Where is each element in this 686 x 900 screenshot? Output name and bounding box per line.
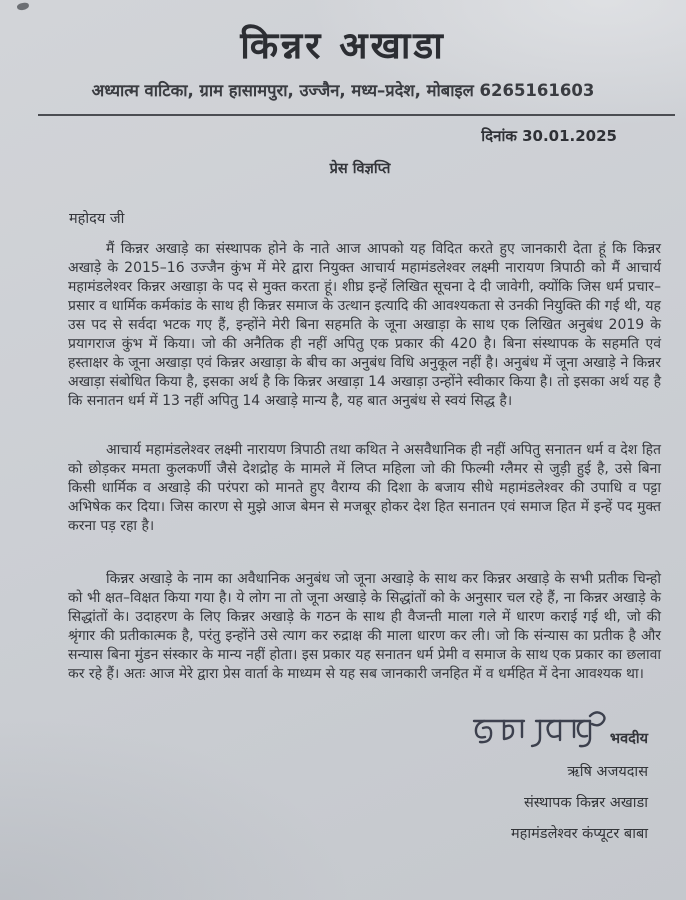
- signatory-role: संस्थापक किन्नर अखाडा: [523, 795, 648, 811]
- closing-valediction: भवदीय: [609, 731, 648, 747]
- handwritten-signature-icon: [470, 708, 626, 756]
- salutation: महोदय जी: [69, 211, 125, 227]
- signature-block: [0, 728, 686, 843]
- subject-line: प्रेस विज्ञप्ति: [329, 161, 391, 177]
- date-line: दिनांक 30.01.2025: [481, 127, 617, 145]
- closing-row: [0, 728, 648, 750]
- body-paragraph-2: आचार्य महामंडलेश्वर लक्ष्मी नारायण त्रिपाठी तथा कथित ने असवैधानिक ही नहीं अपितु सनातन धर्म व देश हित को छोड़कर ममता कुलकर्णी जैसे देशद्रोह के मामले में लिप्त महिला जो की फिल्मी ग्लैमर से जुड़ी हुई है, उसे बिना किसी धार्मिक व अखाड़े की परंपरा को मानते हुए वैराग्य की दिशा के बजाय सीधे महामंडलेश्वर की उपाधि व पट्टा अभिषेक कर दिया। जिस कारण से मुझे आज बेमन से मजबूर होकर देश हित सनातन एवं समाज हित में इन्हें पद मुक्त करना पड़ रहा है।: [68, 442, 661, 534]
- body-paragraph-3: किन्नर अखाड़े के नाम का अवैधानिक अनुबंध जो जूना अखाड़े के साथ कर किन्नर अखाड़े के सभी प्रतीक चिन्हो को भी क्षत–विक्षत किया गया है। ये लोग ना तो जूना अखाड़े के सिद्धांतों को के अनुसार चल रहे हैं, ना किन्नर अखाड़े के सिद्धांतों के। उदाहरण के लिए किन्नर अखाड़े के गठन के साथ ही वैजन्ती माला गले में धारण कराई गई थी, जो की श्रृंगार की प्रतीकात्मक है, परंतु इन्होंने उसे त्याग कर रुद्राक्ष की माला धारण कर ली। जो कि संन्यास का प्रतीक है और सन्यास बिना मुंडन संस्कार के मान्य नहीं होता। इस प्रकार यह सनातन धर्म प्रेमी व समाज के साथ एक प्रकार का छलावा कर रहे हैं। अतः आज मेरे द्वारा प्रेस वार्ता के माध्यम से यह सब जानकारी जनहित में व धर्महित में देना आवश्यक था।: [68, 571, 662, 682]
- letterhead-address: अध्यात्म वाटिका, ग्राम हासामपुरा, उज्जैन, मध्य–प्रदेश, मोबाइल 6265161603: [91, 81, 595, 100]
- letterhead-divider: [38, 114, 675, 116]
- letterhead: [0, 0, 686, 116]
- body-paragraph-1: मैं किन्नर अखाड़े का संस्थापक होने के नाते आज आपको यह विदित करते हुए जानकारी देता हूं कि किन्नर अखाड़े के 2015–16 उज्जैन कुंभ में मेरे द्वारा नियुक्त आचार्य महामंडलेश्वर लक्ष्मी नारायण त्रिपाठी को मैं आचार्य महामंडलेश्वर किन्नर अखाड़ा के पद से मुक्त करता हूं। शीघ्र इन्हें लिखित सूचना दे दी जावेगी, क्योंकि जिस धर्म प्रचार–प्रसार व धार्मिक कर्मकांड के साथ ही किन्नर समाज के उत्थान इत्यादि की आवश्यकता से उनकी नियुक्ति की गई थी, यह उस पद से सर्वदा भटक गए हैं, इन्होंने मेरी बिना सहमति के जूना अखाड़ा के साथ एक लिखित अनुबंध 2019 के प्रयागराज कुंभ में किया। जो की अनैतिक ही नहीं अपितु एक प्रकार की 420 है। बिना संस्थापक के सहमति एवं हस्ताक्षर के जूना अखाड़ा एवं किन्नर अखाड़ा के बीच का अनुबंध विधि अनुकूल नहीं है। अनुबंध में जूना अखाड़े ने किन्नर अखाड़ा संबोधित किया है, इसका अर्थ है कि किन्नर अखाड़ा 14 अखाड़ा उन्होंने स्वीकार किया है। तो इसका अर्थ यह है कि सनातन धर्म में 13 नहीं अपितु 14 अखाड़े मान्य है, यह बात अनुबंध से स्वयं सिद्ध है।: [68, 241, 661, 409]
- letterhead-title: किन्नर अखाडा: [240, 24, 446, 67]
- signatory-designation: महामंडलेश्वर कंप्यूटर बाबा: [511, 826, 648, 842]
- signatory-name: ऋषि अजयदास: [567, 764, 648, 780]
